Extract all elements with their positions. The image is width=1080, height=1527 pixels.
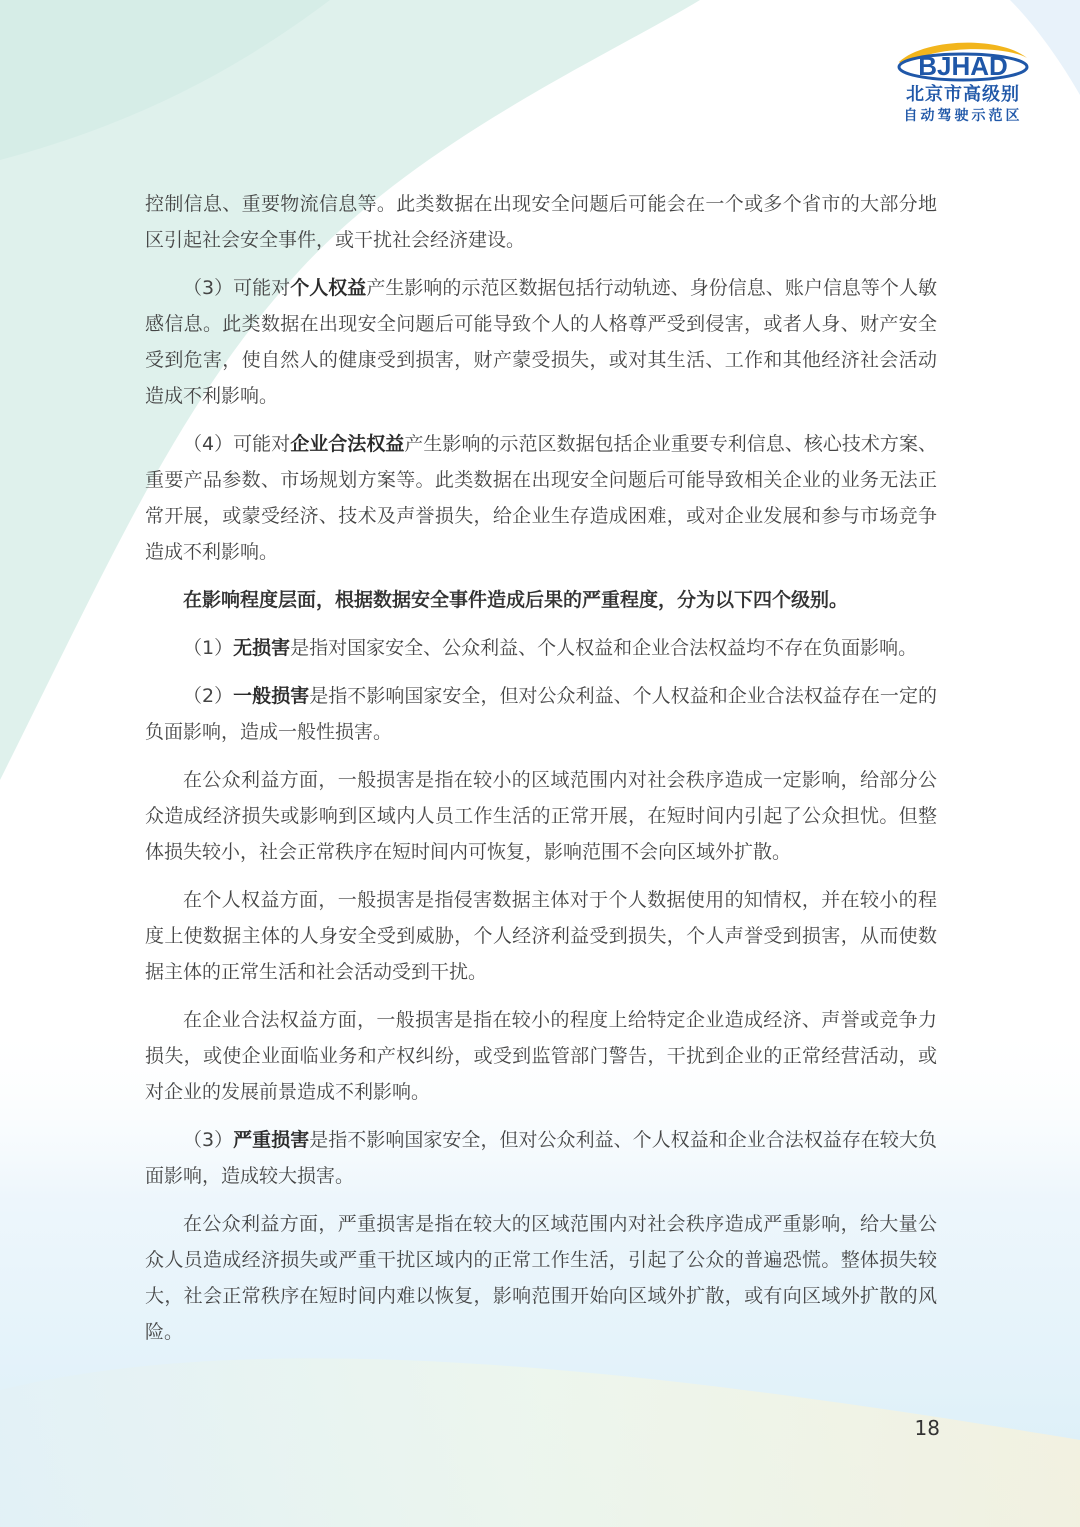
logo (893, 40, 1033, 126)
body-text (145, 186, 937, 1362)
paragraph-general-personal: 在个人权益方面，一般损害是指侵害数据主体对于个人数据使用的知情权，并在较小的程度上使数据主体的人身安全受到威胁，个人经济利益受到损失，个人声誉受到损害，从而使数据主体的正常生活和社会活动受到干扰。 (145, 889, 937, 983)
term-personal-rights: 个人权益 (290, 277, 367, 299)
term-no-damage: 无损害 (233, 637, 291, 659)
paragraph-general-public: 在公众利益方面，一般损害是指在较小的区域范围内对社会秩序造成一定影响，给部分公众造成经济损失或影响到区域内人员工作生活的正常开展，在短时间内引起了公众担忧。但整体损失较小，社会正常秩序在短时间内可恢复，影响范围不会向区域外扩散。 (145, 769, 937, 863)
paragraph-serious-damage: （3）严重损害是指不影响国家安全，但对公众利益、个人权益和企业合法权益存在较大负面影响，造成较大损害。 (145, 1129, 937, 1187)
term-serious-damage: 严重损害 (233, 1129, 310, 1151)
paragraph-general-enterprise: 在企业合法权益方面，一般损害是指在较小的程度上给特定企业造成经济、声誉或竞争力损失，或使企业面临业务和产权纠纷，或受到监管部门警告，干扰到企业的正常经营活动，或对企业的发展前景造成不利影响。 (145, 1009, 937, 1103)
paragraph-1: 控制信息、重要物流信息等。此类数据在出现安全问题后可能会在一个或多个省市的大部分地区引起社会安全事件，或干扰社会经济建设。 (145, 193, 937, 251)
logo-text: BJHAD (918, 51, 1008, 81)
paragraph-enterprise-rights: （4）可能对企业合法权益产生影响的示范区数据包括企业重要专利信息、核心技术方案、重要产品参数、市场规划方案等。此类数据在出现安全问题后可能导致相关企业的业务无法正常开展，或蒙受经济、技术及声誉损失，给企业生存造成困难，或对企业发展和参与市场竞争造成不利影响。 (145, 433, 937, 563)
page-number: 18 (914, 1416, 940, 1440)
paragraph-general-damage: （2）一般损害是指不影响国家安全，但对公众利益、个人权益和企业合法权益存在一定的负面影响，造成一般性损害。 (145, 685, 937, 743)
paragraph-personal-rights: （3）可能对个人权益产生影响的示范区数据包括行动轨迹、身份信息、账户信息等个人敏感信息。此类数据在出现安全问题后可能导致个人的人格尊严受到侵害，或者人身、财产安全受到危害，使自然人的健康受到损害，财产蒙受损失，或对其生活、工作和其他经济社会活动造成不利影响。 (145, 277, 937, 407)
term-enterprise-rights: 企业合法权益 (290, 433, 405, 455)
logo-mark-icon (895, 40, 1031, 82)
term-general-damage: 一般损害 (233, 685, 310, 707)
logo-title: 北京市高级别 (906, 84, 1020, 105)
logo-subtitle: 自动驾驶示范区 (903, 108, 1023, 124)
paragraph-no-damage: （1）无损害是指对国家安全、公众利益、个人权益和企业合法权益均不存在负面影响。 (183, 637, 918, 659)
section-heading: 在影响程度层面，根据数据安全事件造成后果的严重程度，分为以下四个级别。 (183, 589, 849, 611)
paragraph-serious-public: 在公众利益方面，严重损害是指在较大的区域范围内对社会秩序造成严重影响，给大量公众人员造成经济损失或严重干扰区域内的正常工作生活，引起了公众的普遍恐慌。整体损失较大，社会正常秩序在短时间内难以恢复，影响范围开始向区域外扩散，或有向区域外扩散的风险。 (145, 1213, 937, 1343)
